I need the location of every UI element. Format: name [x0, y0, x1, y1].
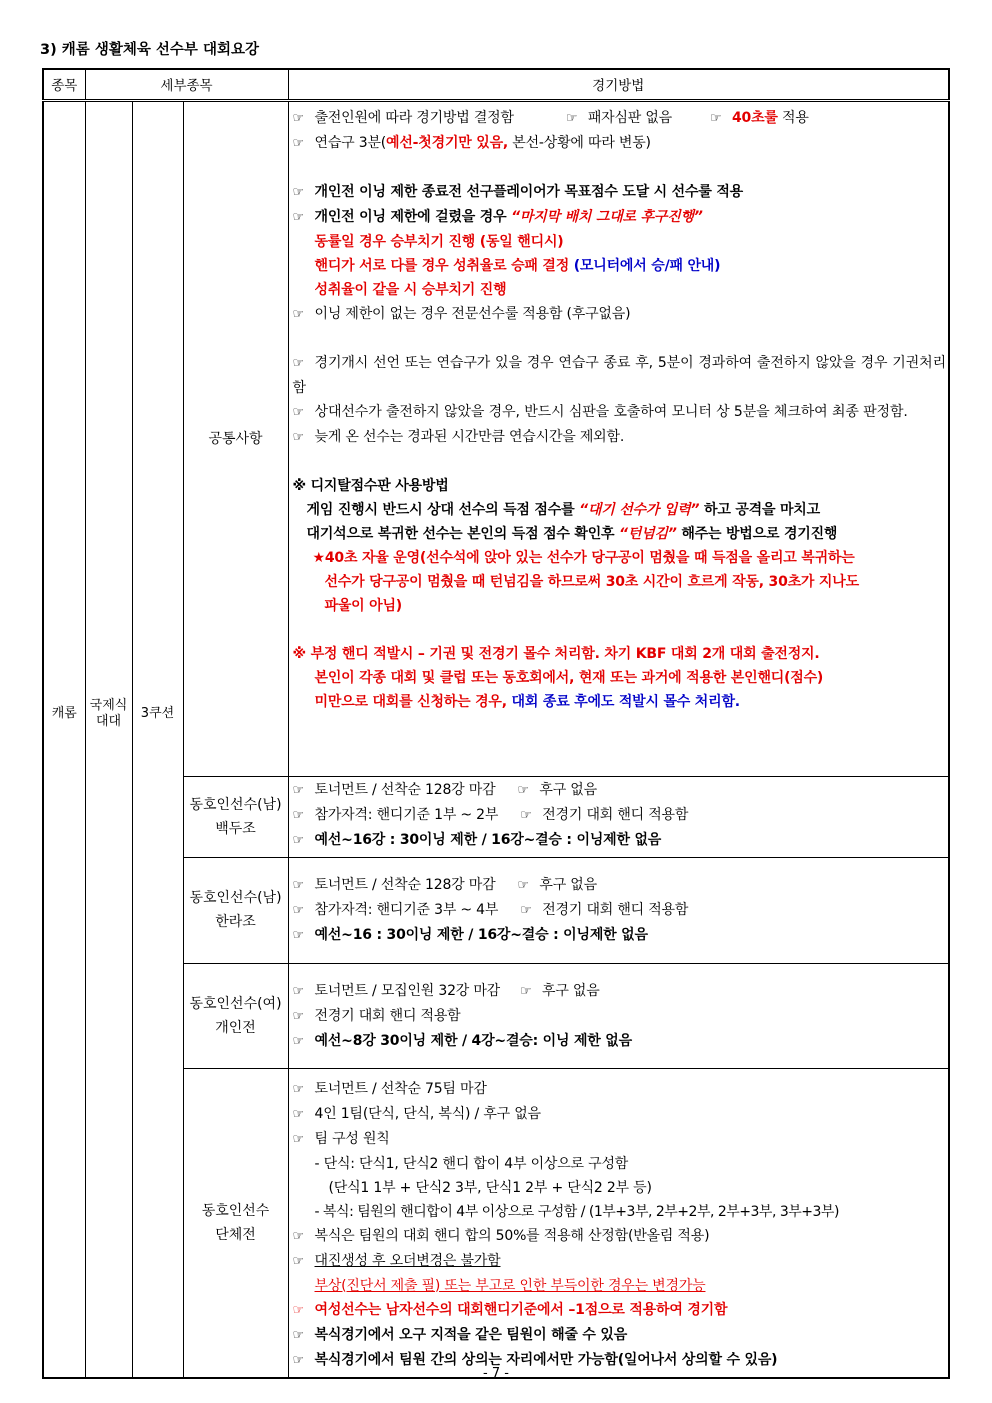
- pointing-hand-icon: ☞: [292, 1106, 304, 1122]
- text: 4인 1팀(단식, 단식, 복식) / 후구 없음: [314, 1105, 541, 1122]
- pointing-hand-icon: ☞: [292, 1131, 304, 1147]
- pointing-hand-icon: ☞: [292, 184, 304, 200]
- pointing-hand-icon: ☞: [292, 404, 305, 420]
- text: 참가자격: 핸디기준 3부 ~ 4부: [314, 901, 499, 918]
- pointing-hand-icon: ☞: [292, 983, 304, 999]
- pointing-hand-icon: ☞: [292, 1352, 304, 1368]
- text: 대진생성 후 오더변경은 불가함: [314, 1252, 501, 1269]
- text: 예선-첫경기만 있음,: [386, 134, 509, 151]
- text: 하고 공격을 마치고: [699, 501, 820, 518]
- text: - 단식: 단식1, 단식2 핸디 합이 4부 이상으로 구성함: [314, 1155, 629, 1172]
- pointing-hand-icon: ☞: [292, 1033, 304, 1049]
- text: 부상(진단서 제출 필) 또는 부고로 인한 부득이한 경우는 변경가능: [314, 1277, 706, 1294]
- text: - 복식: 팀원의 핸디합이 4부 이상으로 구성함 / (1부+3부, 2부+2부, 2부+3부, 3부+3부): [314, 1203, 839, 1220]
- text: 토너먼트 / 선착순 128강 마감: [314, 781, 496, 798]
- pointing-hand-icon: ☞: [292, 902, 304, 918]
- women-label-cell: [183, 963, 288, 1068]
- text: 복식은 팀원의 대회 핸디 합의 50%를 적용해 산정함(반올림 적용): [314, 1227, 710, 1244]
- text: 상대선수가 출전하지 않았을 경우, 반드시 심판을 호출하여 모니터 상 5분을 체크하여 최종 판정함.: [314, 403, 908, 420]
- text: (단식1 1부 + 단식2 3부, 단식1 2부 + 단식2 2부 등): [328, 1179, 652, 1196]
- text: 해주는 방법으로 경기진행: [676, 525, 838, 542]
- text: 토너먼트 / 모집인원 32강 마감: [314, 982, 501, 999]
- text: “대기 선수가 입력”: [579, 501, 700, 518]
- text: 토너먼트 / 선착순 128강 마감: [314, 876, 496, 893]
- text: 늦게 온 선수는 경과된 시간만큼 연습시간을 제외함.: [314, 428, 625, 445]
- text: 단체전: [215, 1226, 256, 1243]
- text: “마지막 배치 그대로 후구진행”: [511, 208, 703, 225]
- text: 패자심판 없음: [587, 109, 673, 126]
- section-title: 3) 캐롬 생활체육 선수부 대회요강: [40, 42, 259, 58]
- pointing-hand-icon: ☞: [520, 807, 532, 823]
- text: 개인전: [215, 1019, 256, 1036]
- pointing-hand-icon: ☞: [292, 1081, 304, 1097]
- pointing-hand-icon: ☞: [517, 782, 529, 798]
- page-number: - 7 -: [483, 1366, 509, 1381]
- text: 후구 없음: [539, 876, 597, 893]
- pointing-hand-icon: ☞: [292, 1228, 304, 1244]
- type-cell: [85, 100, 132, 1378]
- text: 40초룰: [732, 109, 778, 126]
- pointing-hand-icon: ☞: [565, 110, 578, 126]
- pointing-hand-icon: ☞: [292, 1327, 304, 1343]
- text: 대기석으로 복귀한 선수는 본인의 득점 점수 확인후: [306, 525, 620, 542]
- pointing-hand-icon: ☞: [292, 1253, 304, 1269]
- text: 전경기 대회 핸디 적용함: [542, 806, 689, 823]
- header-event: 종목: [43, 69, 85, 100]
- text: 동호인선수(남): [189, 890, 282, 906]
- text: 연습구 3분(: [314, 134, 387, 151]
- text: ★40초 자율 운영(선수석에 앉아 있는 선수가 당구공이 멈췄을 때 득점을 올리고 복귀하는: [312, 549, 855, 566]
- common-desc-cell: [288, 100, 949, 776]
- pointing-hand-icon: ☞: [520, 983, 532, 999]
- common-label-cell: [183, 100, 288, 776]
- table-row-common: [43, 100, 949, 776]
- pointing-hand-icon: ☞: [292, 1008, 304, 1024]
- text: 선수가 당구공이 멈췄을 때 턴넘김을 하므로써 30초 시간이 흐르게 작동, 30초가 지나도: [324, 573, 859, 590]
- text: 성취율이 같을 시 승부치기 진행: [314, 281, 507, 298]
- text: 출전인원에 따라 경기방법 결정함: [314, 109, 514, 126]
- text: 본선-상황에 따라 변동): [508, 134, 651, 151]
- team-label-cell: [183, 1068, 288, 1378]
- text: 팀 구성 원칙: [314, 1130, 390, 1147]
- text: ※ 디지탈점수판 사용방법: [292, 477, 449, 494]
- pointing-hand-icon: ☞: [292, 927, 304, 943]
- text: 후구 없음: [539, 781, 597, 798]
- text: 참가자격: 핸디기준 1부 ~ 2부: [314, 806, 499, 823]
- text: 전경기 대회 핸디 적용함: [542, 901, 689, 918]
- text: 개인전 이닝 제한에 걸렸을 경우: [314, 208, 512, 225]
- type-label: 국제식 대대: [89, 697, 128, 729]
- common-label: 공통사항: [208, 430, 263, 447]
- text: 개인전 이닝 제한 종료전 선구플레이어가 목표점수 도달 시 선수룰 적용: [314, 183, 743, 200]
- table-header-row: [43, 69, 949, 100]
- pointing-hand-icon: ☞: [292, 110, 304, 126]
- pointing-hand-icon: ☞: [292, 1302, 304, 1318]
- text: 토너먼트 / 선착순 75팀 마감: [314, 1080, 487, 1097]
- text: 예선~16 : 30이닝 제한 / 16강~결승 : 이닝제한 없음: [314, 926, 648, 943]
- pointing-hand-icon: ☞: [292, 832, 304, 848]
- competition-rules-table: [42, 68, 950, 1379]
- text: 대회 종료 후에도 적발시 몰수 처리함.: [511, 693, 740, 710]
- text: 동호인선수: [201, 1202, 270, 1219]
- team-desc-cell: [288, 1068, 949, 1378]
- pointing-hand-icon: ☞: [292, 306, 304, 322]
- text: 예선~16강 : 30이닝 제한 / 16강~결승 : 이닝제한 없음: [314, 831, 662, 848]
- text: 이닝 제한이 없는 경우 전문선수룰 적용함 (후구없음): [314, 305, 631, 322]
- pointing-hand-icon: ☞: [292, 877, 304, 893]
- pointing-hand-icon: ☞: [292, 782, 304, 798]
- header-sub-event: 세부종목: [85, 69, 288, 100]
- cushion-cell: [132, 100, 183, 1378]
- text: “턴넘김”: [619, 525, 677, 542]
- pointing-hand-icon: ☞: [292, 807, 304, 823]
- event-label: 캐롬: [51, 705, 77, 721]
- pointing-hand-icon: ☞: [292, 429, 304, 445]
- text: 후구 없음: [542, 982, 600, 999]
- text: 복식경기에서 오구 지적을 같은 팀원이 해줄 수 있음: [314, 1326, 628, 1343]
- baekdu-label-cell: [183, 776, 288, 857]
- event-cell: [43, 100, 85, 1378]
- text: 본인이 각종 대회 및 클럽 또는 동호회에서, 현재 또는 과거에 적용한 본인핸디(점수): [314, 669, 824, 686]
- text: 동률일 경우 승부치기 진행 (동일 핸디시): [314, 233, 564, 250]
- women-desc-cell: [288, 963, 949, 1068]
- baekdu-desc-cell: [288, 776, 949, 857]
- text: 한라조: [215, 914, 256, 930]
- text: 동호인선수(여): [189, 995, 282, 1012]
- pointing-hand-icon: ☞: [292, 135, 304, 151]
- pointing-hand-icon: ☞: [517, 877, 529, 893]
- header-method: 경기방법: [288, 69, 949, 100]
- halla-label-cell: [183, 857, 288, 963]
- text: 예선~8강 30이닝 제한 / 4강~결승: 이닝 제한 없음: [314, 1032, 632, 1049]
- text: 복식경기에서 팀원 간의 상의는 자리에서만 가능함(일어나서 상의할 수 있음): [314, 1351, 778, 1368]
- text: 미만으로 대회를 신청하는 경우,: [314, 693, 512, 710]
- pointing-hand-icon: ☞: [520, 902, 532, 918]
- text: 적용: [777, 109, 809, 126]
- text: 여성선수는 남자선수의 대회핸디기준에서 –1점으로 적용하여 경기함: [314, 1301, 728, 1318]
- text: 전경기 대회 핸디 적용함: [314, 1007, 461, 1024]
- pointing-hand-icon: ☞: [292, 355, 305, 371]
- text: 백두조: [215, 820, 256, 837]
- text: 파울이 아님): [324, 597, 403, 614]
- pointing-hand-icon: ☞: [292, 209, 304, 225]
- text: 경기개시 선언 또는 연습구가 있을 경우 연습구 종료 후, 5분이 경과하여 출전하지 않았을 경우 기권처리함: [292, 354, 947, 396]
- text: 게임 진행시 반드시 상대 선수의 득점 점수를: [306, 501, 580, 518]
- pointing-hand-icon: ☞: [710, 110, 722, 126]
- text: 핸디가 서로 다를 경우 성취율로 승패 결정: [314, 257, 574, 274]
- text: 동호인선수(남): [189, 796, 282, 813]
- halla-desc-cell: [288, 857, 949, 963]
- text: ※ 부정 핸디 적발시 – 기권 및 전경기 몰수 처리함. 차기 KBF 대회 2개 대회 출전정지.: [292, 645, 820, 662]
- text: (모니터에서 승/패 안내): [573, 257, 721, 274]
- cushion-label: 3쿠션: [140, 705, 175, 721]
